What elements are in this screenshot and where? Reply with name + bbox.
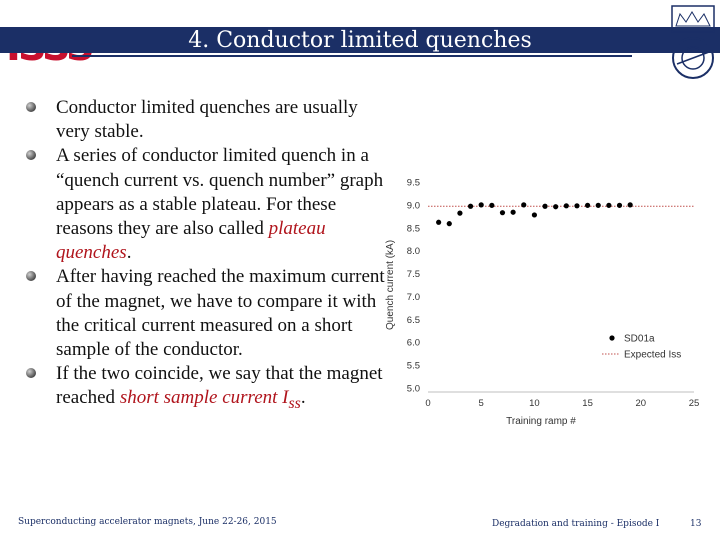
y-tick-label: 7.5 <box>406 269 420 281</box>
bullet-dot-icon <box>26 150 36 160</box>
building-logo-icon <box>672 6 714 32</box>
data-point <box>596 203 601 208</box>
data-point <box>436 220 441 225</box>
x-tick-label: 20 <box>635 398 647 409</box>
data-point <box>511 210 516 215</box>
x-tick-label: 15 <box>582 398 593 409</box>
data-point <box>564 203 569 208</box>
data-point <box>521 202 526 207</box>
y-tick-label: 6.0 <box>406 337 420 349</box>
data-point <box>606 203 611 208</box>
bullet-emphasis: short sample current I <box>119 387 289 409</box>
legend-marker <box>609 335 614 340</box>
legend-label: Expected Iss <box>624 349 682 361</box>
data-point <box>553 204 558 209</box>
data-point <box>532 212 537 217</box>
legend-label: SD01a <box>624 333 655 345</box>
footer-course: Superconducting accelerator magnets, June 22-26, 2015 <box>18 517 277 527</box>
y-tick-label: 9.0 <box>406 200 420 212</box>
x-axis-label: Training ramp # <box>506 416 576 427</box>
data-point <box>628 202 633 207</box>
data-point <box>617 203 622 208</box>
bullet-text-end: . <box>300 387 306 409</box>
y-tick-label: 7.0 <box>406 291 420 303</box>
y-tick-label: 6.5 <box>406 314 420 326</box>
x-tick-label: 0 <box>425 398 431 409</box>
page-number: 13 <box>690 519 702 529</box>
data-point <box>542 204 547 209</box>
bullet-text: A series of conductor limited quench in a “quench current vs. quench number” graph appears as a stable plateau. For these reasons they are also called <box>56 145 384 240</box>
footer-episode: Degradation and training - Episode I <box>492 519 660 529</box>
y-tick-label: 8.0 <box>406 246 420 258</box>
y-tick-label: 5.5 <box>406 360 420 372</box>
bullet-dot-icon <box>26 271 36 281</box>
data-point <box>585 203 590 208</box>
x-tick-label: 5 <box>478 398 484 409</box>
y-tick-label: 8.5 <box>406 223 420 235</box>
bullet-text: After having reached the maximum current of the magnet, we have to compare it with the critical current measured on a short sample of the conductor. <box>56 266 385 361</box>
data-point <box>574 203 579 208</box>
x-tick-label: 25 <box>688 398 700 409</box>
bullet-emphasis-subscript: ss <box>288 395 301 413</box>
data-point <box>447 221 452 226</box>
bullet-item <box>26 362 386 416</box>
x-tick-label: 10 <box>529 398 540 409</box>
bullet-item <box>26 144 386 265</box>
data-point <box>468 204 473 209</box>
bullet-dot-icon <box>26 368 36 378</box>
bullet-text: If the two coincide, we say that the magnet reached <box>56 363 383 409</box>
y-axis-label: Quench current (kA) <box>385 239 396 331</box>
y-tick-label: 5.0 <box>406 383 420 395</box>
bullet-text-end: . <box>126 242 132 264</box>
bullet-emphasis: plateau quenches <box>56 218 326 264</box>
bullet-item <box>26 265 386 362</box>
bullet-list <box>26 96 386 416</box>
bullet-dot-icon <box>26 102 36 112</box>
slide-title: 4. Conductor limited quenches <box>188 28 532 53</box>
data-point <box>457 211 462 216</box>
data-point <box>479 202 484 207</box>
bullet-item <box>26 96 386 144</box>
cern-logo-icon <box>673 38 713 78</box>
title-underline <box>72 55 632 57</box>
quench-chart <box>380 170 710 435</box>
bullet-text: Conductor limited quenches are usually very stable. <box>56 97 358 143</box>
quench-chart-svg <box>380 170 710 435</box>
y-tick-label: 9.5 <box>406 177 420 189</box>
institution-logos <box>668 2 718 84</box>
data-point <box>489 203 494 208</box>
data-point <box>500 210 505 215</box>
